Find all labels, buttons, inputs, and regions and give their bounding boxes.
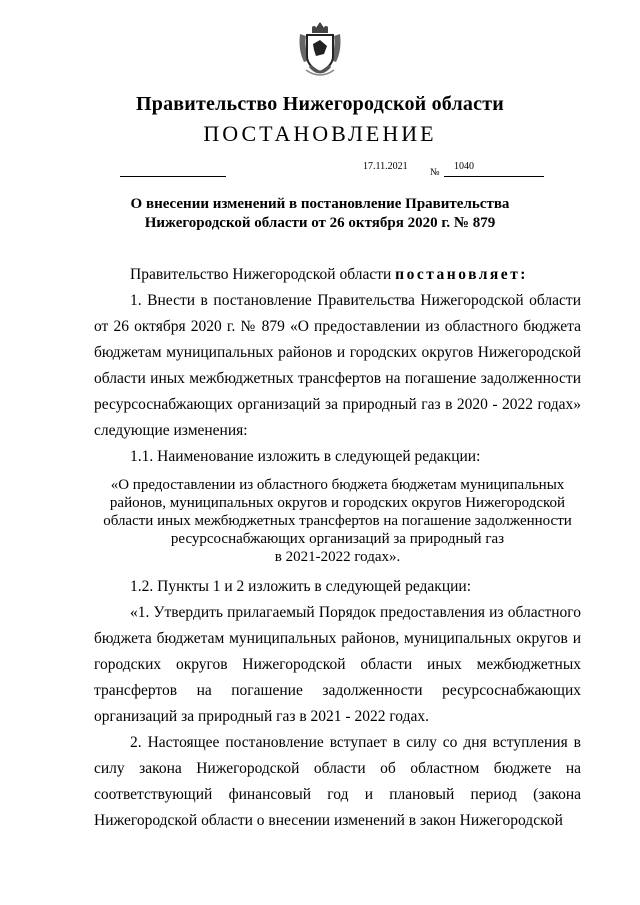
paragraph-1-1: 1.1. Наименование изложить в следующей редакции: [130, 448, 481, 465]
quote-line: «О предоставлении из областного бюджета бюджетам муниципальных [110, 477, 565, 493]
date-line-left [120, 176, 226, 177]
document-type: ПОСТАНОВЛЕНИЕ [203, 121, 437, 146]
subject-line: Нижегородской области от 26 октября 2020 г. № 879 [144, 215, 496, 231]
number-sign: № [430, 167, 440, 178]
coat-of-arms-icon [294, 20, 346, 80]
paragraph-1-2: 1.2. Пункты 1 и 2 изложить в следующей редакции: [130, 578, 472, 595]
quote-line: ресурсоснабжающих организаций за природный газ [170, 531, 505, 547]
subject-line: О внесении изменений в постановление Правительства [130, 196, 510, 212]
quote-line: области иных межбюджетных трансфертов на погашение задолженности [103, 513, 572, 529]
document-date: 17.11.2021 [363, 161, 408, 172]
quote-line: в 2021-2022 годах». [274, 549, 401, 565]
document-number: 1040 [454, 161, 474, 172]
paragraph-1-2-item-1: «1. Утвердить прилагаемый Порядок предоставления из областного бюджета бюджетам муниципальных районов, муниципальных округов и городских округов Нижегородской области иных межбюджетных трансфертов на погашение задолженности ресурсоснабжающих организаций за природный газ в 2021 - 2022 годах. [94, 604, 581, 725]
government-title: Правительство Нижегородской области [136, 93, 504, 115]
document-subject [100, 195, 540, 233]
number-line [444, 176, 544, 177]
quoted-title [94, 470, 581, 574]
document-body [94, 262, 581, 834]
paragraph-1: 1. Внести в постановление Правительства Нижегородской области от 26 октября 2020 г. № 879 «О предоставлении из областного бюджета бюджетам муниципальных районов и городских округов Нижегородской области иных межбюджетных трансфертов на погашение задолженности ресурсоснабжающих организаций за природный газ в 2020 - 2022 годах» следующие изменения: [94, 292, 581, 439]
intro-prefix: Правительство Нижегородской области [130, 266, 392, 283]
intro-verb: постановляет: [395, 266, 528, 283]
intro-paragraph [94, 262, 581, 288]
quote-line: районов, муниципальных округов и городских округов Нижегородской [109, 495, 566, 511]
paragraph-2: 2. Настоящее постановление вступает в силу со дня вступления в силу закона Нижегородской области об областном бюджете на соответствующий финансовый год и плановый период (закона Нижегородской области о внесении изменений в закон Нижегородской [94, 734, 581, 829]
